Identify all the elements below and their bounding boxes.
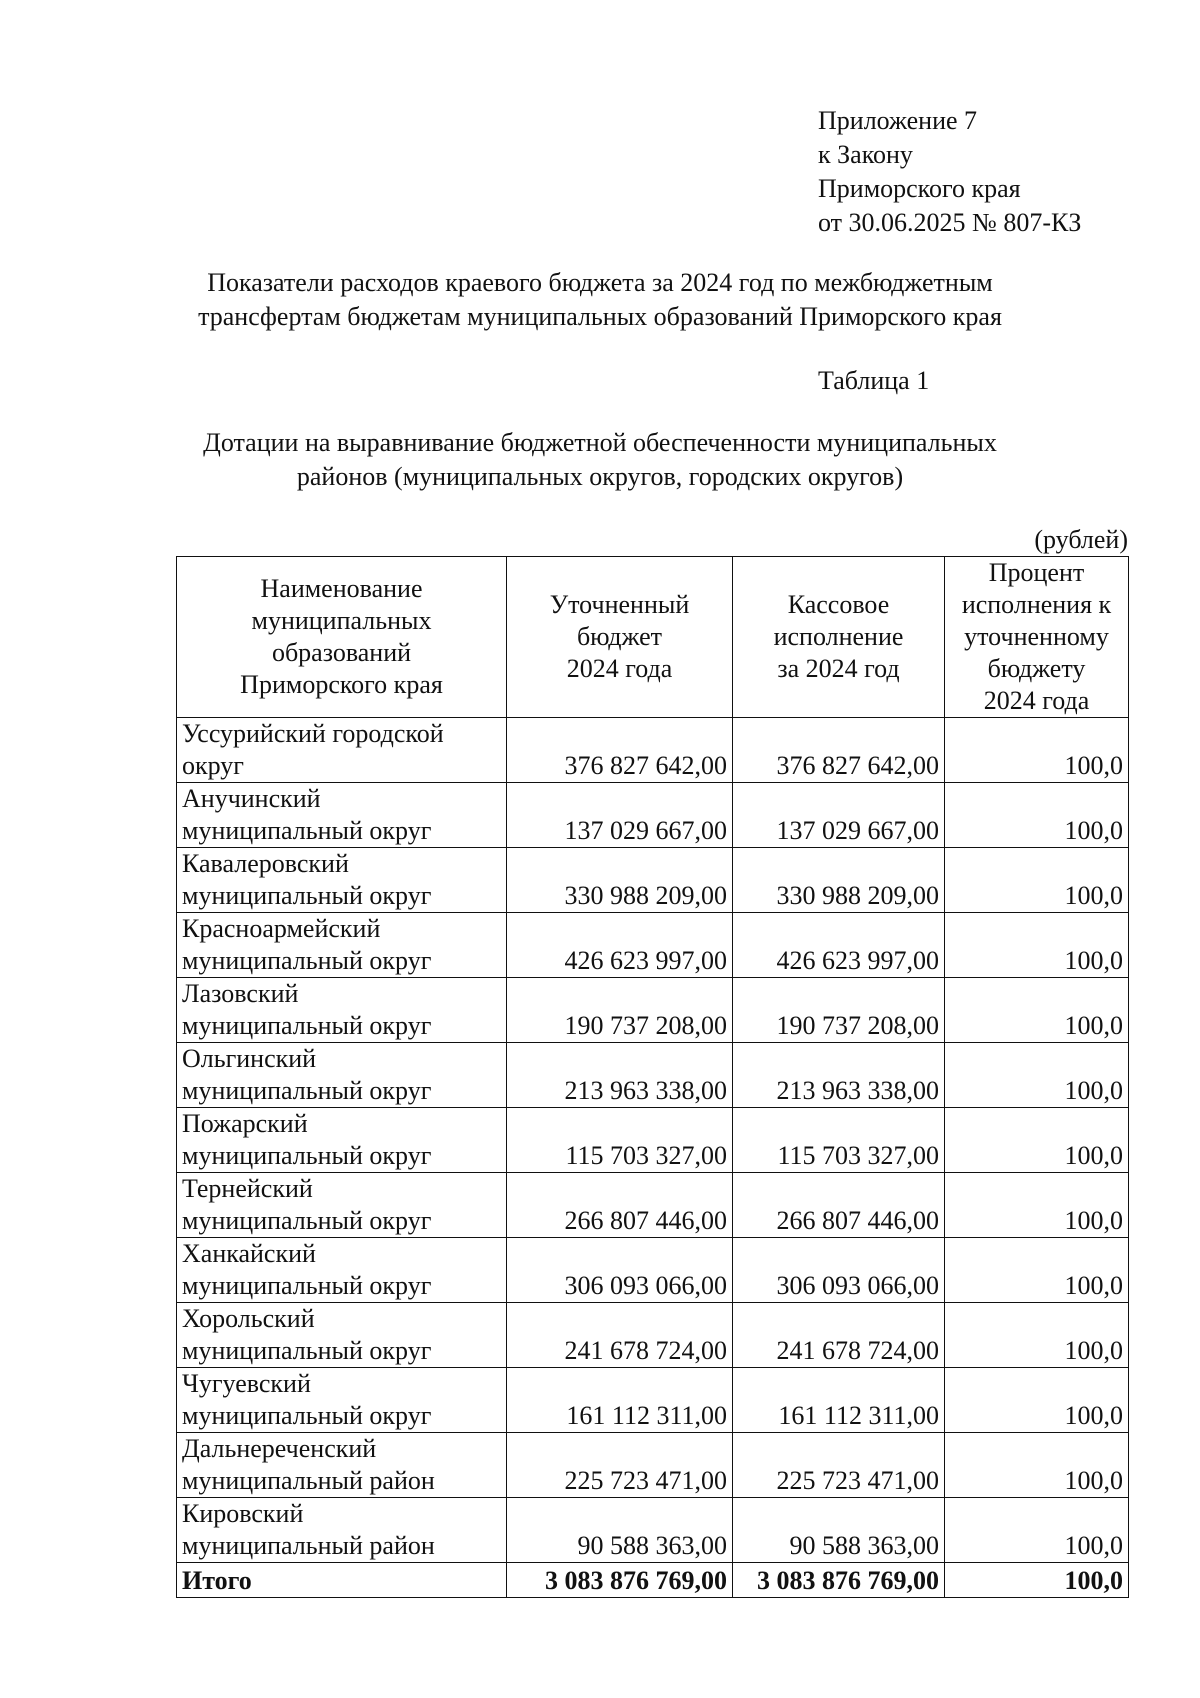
row-percent: 100,0 [945, 1433, 1129, 1498]
row-percent: 100,0 [945, 1108, 1129, 1173]
row-name: Красноармейский муниципальный округ [177, 913, 507, 978]
header-cash: Кассовое исполнение за 2024 год [733, 557, 945, 718]
total-budget: 3 083 876 769,00 [507, 1563, 733, 1598]
total-name: Итого [177, 1563, 507, 1598]
table-row [177, 1498, 1129, 1563]
table-row [177, 1043, 1129, 1108]
budget-table [176, 556, 1129, 1598]
row-cash: 306 093 066,00 [733, 1238, 945, 1303]
appendix-line: Приложение 7 [818, 106, 978, 135]
row-name: Анучинский муниципальный округ [177, 783, 507, 848]
row-budget: 376 827 642,00 [507, 718, 733, 783]
row-budget: 137 029 667,00 [507, 783, 733, 848]
table-row [177, 718, 1129, 783]
table-row [177, 1368, 1129, 1433]
row-cash: 90 588 363,00 [733, 1498, 945, 1563]
row-cash: 266 807 446,00 [733, 1173, 945, 1238]
row-percent: 100,0 [945, 1173, 1129, 1238]
title-line: трансфертам бюджетам муниципальных образований Приморского края [198, 302, 1002, 331]
row-name: Ольгинский муниципальный округ [177, 1043, 507, 1108]
appendix-line: к Закону [818, 140, 913, 169]
row-name: Дальнереченский муниципальный район [177, 1433, 507, 1498]
table-row [177, 1303, 1129, 1368]
row-percent: 100,0 [945, 783, 1129, 848]
row-budget: 90 588 363,00 [507, 1498, 733, 1563]
row-name: Тернейский муниципальный округ [177, 1173, 507, 1238]
row-cash: 225 723 471,00 [733, 1433, 945, 1498]
row-cash: 330 988 209,00 [733, 848, 945, 913]
row-cash: 426 623 997,00 [733, 913, 945, 978]
table-label: Таблица 1 [818, 366, 930, 395]
subtitle-line: Дотации на выравнивание бюджетной обеспеченности муниципальных [203, 428, 997, 457]
header-percent: Процент исполнения к уточненному бюджету 2024 года [945, 557, 1129, 718]
row-budget: 306 093 066,00 [507, 1238, 733, 1303]
total-row [177, 1563, 1129, 1598]
row-cash: 190 737 208,00 [733, 978, 945, 1043]
row-cash: 241 678 724,00 [733, 1303, 945, 1368]
units-label: (рублей) [1034, 525, 1128, 554]
total-percent: 100,0 [945, 1563, 1129, 1598]
row-budget: 115 703 327,00 [507, 1108, 733, 1173]
row-name: Ханкайский муниципальный округ [177, 1238, 507, 1303]
row-percent: 100,0 [945, 1043, 1129, 1108]
table-subtitle [150, 426, 1050, 494]
table-row [177, 848, 1129, 913]
row-name: Лазовский муниципальный округ [177, 978, 507, 1043]
row-budget: 330 988 209,00 [507, 848, 733, 913]
row-name: Чугуевский муниципальный округ [177, 1368, 507, 1433]
row-budget: 190 737 208,00 [507, 978, 733, 1043]
row-name: Уссурийский городской округ [177, 718, 507, 783]
appendix-block [818, 104, 1081, 240]
row-percent: 100,0 [945, 913, 1129, 978]
row-percent: 100,0 [945, 848, 1129, 913]
table-row [177, 1108, 1129, 1173]
row-name: Хорольский муниципальный округ [177, 1303, 507, 1368]
table-row [177, 1433, 1129, 1498]
row-name: Кировский муниципальный район [177, 1498, 507, 1563]
row-budget: 161 112 311,00 [507, 1368, 733, 1433]
total-cash: 3 083 876 769,00 [733, 1563, 945, 1598]
row-cash: 213 963 338,00 [733, 1043, 945, 1108]
table-row [177, 1238, 1129, 1303]
row-budget: 266 807 446,00 [507, 1173, 733, 1238]
row-percent: 100,0 [945, 1498, 1129, 1563]
row-cash: 115 703 327,00 [733, 1108, 945, 1173]
document-title [150, 266, 1050, 334]
header-name: Наименование муниципальных образований Приморского края [177, 557, 507, 718]
row-percent: 100,0 [945, 1303, 1129, 1368]
row-percent: 100,0 [945, 1368, 1129, 1433]
row-cash: 137 029 667,00 [733, 783, 945, 848]
appendix-line: Приморского края [818, 174, 1021, 203]
appendix-line: от 30.06.2025 № 807-КЗ [818, 208, 1082, 237]
row-budget: 241 678 724,00 [507, 1303, 733, 1368]
table-header-row [177, 557, 1129, 718]
subtitle-line: районов (муниципальных округов, городских округов) [296, 462, 904, 491]
table-row [177, 913, 1129, 978]
row-name: Кавалеровский муниципальный округ [177, 848, 507, 913]
row-budget: 213 963 338,00 [507, 1043, 733, 1108]
row-budget: 225 723 471,00 [507, 1433, 733, 1498]
row-name: Пожарский муниципальный округ [177, 1108, 507, 1173]
table-row [177, 1173, 1129, 1238]
row-percent: 100,0 [945, 718, 1129, 783]
row-percent: 100,0 [945, 1238, 1129, 1303]
row-percent: 100,0 [945, 978, 1129, 1043]
title-line: Показатели расходов краевого бюджета за 2024 год по межбюджетным [207, 268, 993, 297]
table-row [177, 978, 1129, 1043]
table-row [177, 783, 1129, 848]
row-budget: 426 623 997,00 [507, 913, 733, 978]
header-budget: Уточненный бюджет 2024 года [507, 557, 733, 718]
row-cash: 161 112 311,00 [733, 1368, 945, 1433]
row-cash: 376 827 642,00 [733, 718, 945, 783]
